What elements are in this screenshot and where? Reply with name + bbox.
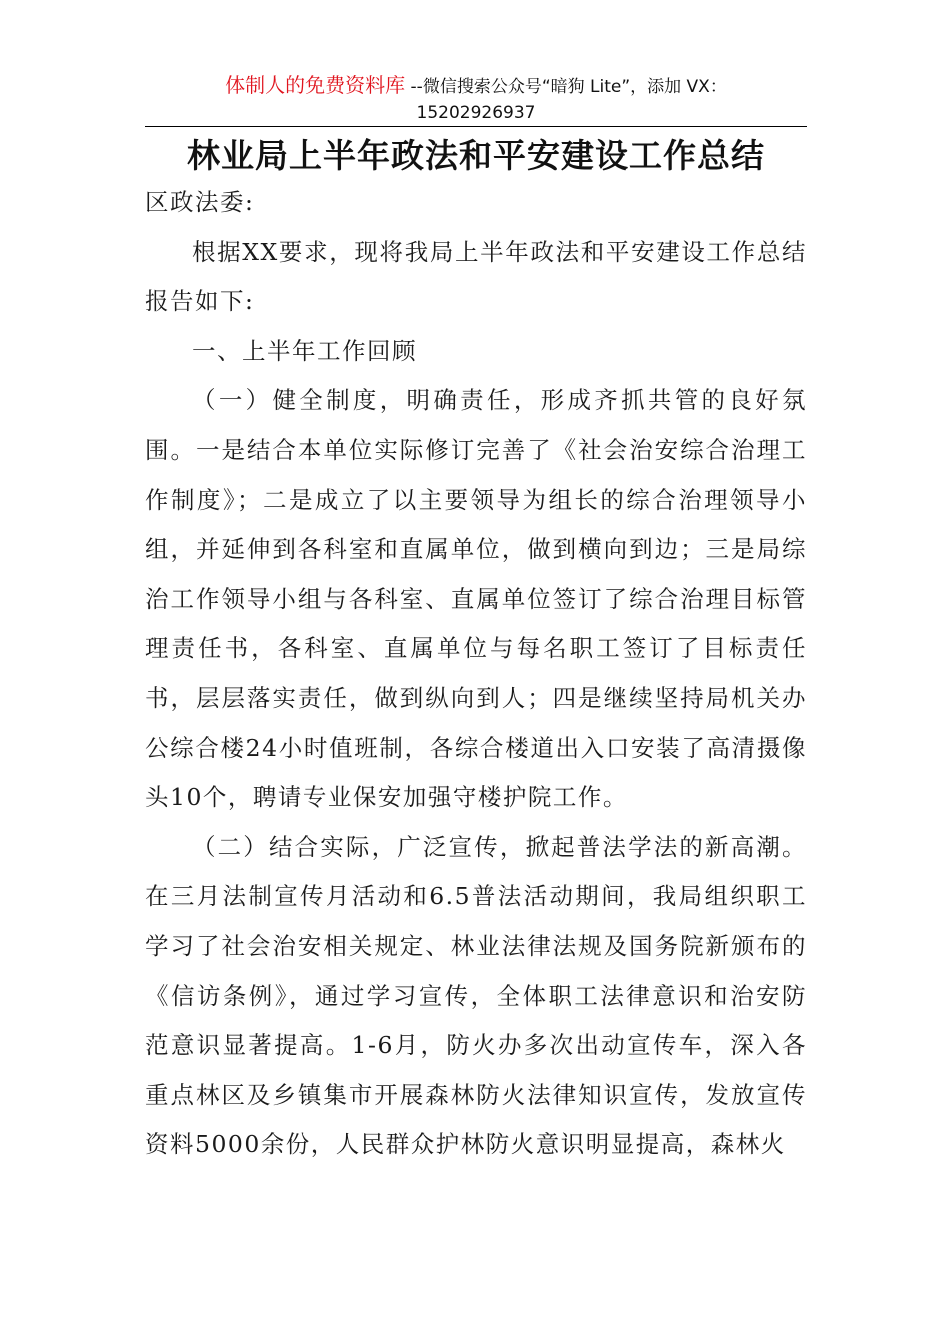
document-body bbox=[145, 178, 807, 1170]
header-tagline: --微信搜索公众号“暗狗 Lite”，添加 VX： bbox=[405, 77, 727, 97]
header-phone: 15202926937 bbox=[416, 103, 536, 123]
paragraph-2: （二）结合实际，广泛宣传，掀起普法学法的新高潮。在三月法制宣传月活动和6.5普法活动期间，我局组织职工学习了社会治安相关规定、林业法律法规及国务院新颁布的《信访条例》，通过学习宣传，全体职工法律意识和治安防范意识显著提高。1-6月，防火办多次出动宣传车，深入各重点林区及乡镇集市开展森林防火法律知识宣传，发放宣传资料5000余份，人民群众护林防火意识明显提高，森林火 bbox=[145, 832, 807, 1159]
header-brand: 体制人的免费资料库 bbox=[225, 73, 406, 97]
intro-paragraph: 根据XX要求，现将我局上半年政法和平安建设工作总结报告如下: bbox=[145, 237, 807, 316]
watermark-header bbox=[145, 72, 807, 126]
salutation: 区政法委: bbox=[145, 188, 255, 216]
document-title: 林业局上半年政法和平安建设工作总结 bbox=[187, 136, 765, 175]
paragraph-1: （一）健全制度，明确责任，形成齐抓共管的良好氛围。一是结合本单位实际修订完善了《社会治安综合治理工作制度》；二是成立了以主要领导为组长的综合治理领导小组，并延伸到各科室和直属单位，做到横向到边；三是局综治工作领导小组与各科室、直属单位签订了综合治理目标管理责任书，各科室、直属单位与每名职工签订了目标责任书，层层落实责任，做到纵向到人；四是继续坚持局机关办公综合楼24小时值班制，各综合楼道出入口安装了高清摄像头10个，聘请专业保安加强守楼护院工作。 bbox=[145, 386, 807, 812]
section-heading: 一、上半年工作回顾 bbox=[192, 336, 417, 365]
header-divider bbox=[145, 126, 807, 127]
